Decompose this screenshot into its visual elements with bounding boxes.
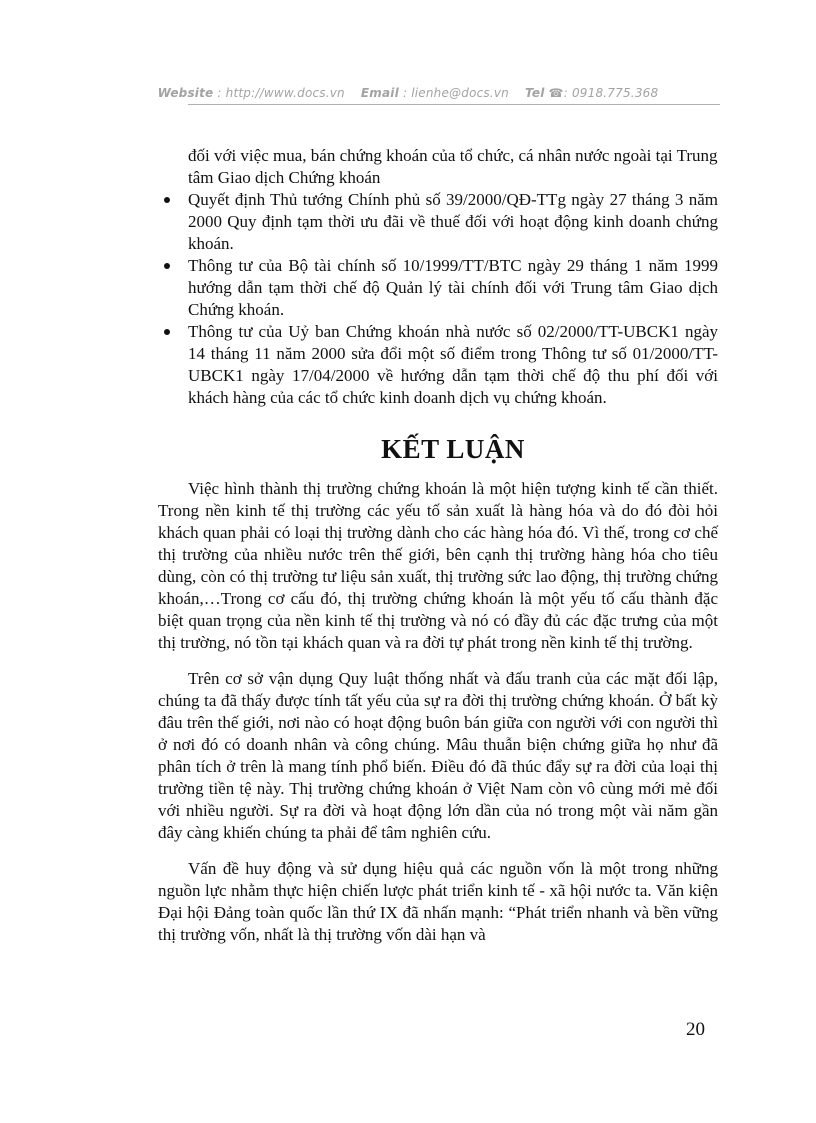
tel-value: ☎: 0918.775.368 [548, 86, 659, 100]
bullet-icon [164, 263, 170, 269]
list-item [188, 321, 718, 409]
bullet-icon [164, 329, 170, 335]
tel-label: Tel [525, 86, 545, 100]
paragraph: Trên cơ sở vận dụng Quy luật thống nhất và đấu tranh của các mặt đối lập, chúng ta đã thấy được tính tất yếu của sự ra đời thị trường chứng khoán. Ở bất kỳ đâu trên thế giới, nơi nào có hoạt động buôn bán giữa con người với con người thì ở nơi đó có doanh nhân và công chúng. Mâu thuẫn biện chứng giữa họ như đã phân tích ở trên là mang tính phổ biến. Điều đó đã thúc đẩy sự ra đời của loại thị trường tiền tệ này. Thị trường chứng khoán ở Việt Nam còn vô cùng mới mẻ đối với nhiều người. Sự ra đời và hoạt động lớn dần của nó trong một vài năm gần đây càng khiến chúng ta phải để tâm nghiên cứu. [158, 669, 718, 842]
list-item-text: Thông tư của Uỷ ban Chứng khoán nhà nước số 02/2000/TT-UBCK1 ngày 14 tháng 11 năm 2000 sửa đổi một số điểm trong Thông tư số 01/2000/TT-UBCK1 ngày 17/04/2000 về hướng dẫn tạm thời chế độ thu phí đối với khách hàng của các tổ chức kinh doanh dịch vụ chứng khoán. [188, 322, 718, 407]
list-item-text: Quyết định Thủ tướng Chính phủ số 39/2000/QĐ-TTg ngày 27 tháng 3 năm 2000 Quy định tạm thời ưu đãi về thuế đối với hoạt động kinh doanh chứng khoán. [188, 190, 718, 253]
document-body [158, 478, 718, 960]
list-item [188, 189, 718, 255]
email-label: Email [360, 86, 399, 100]
document-body-top [188, 145, 718, 409]
page-header [0, 86, 816, 100]
email-value: : lienhe@docs.vn [402, 86, 509, 100]
website-label: Website [157, 86, 214, 100]
continued-text: đối với việc mua, bán chứng khoán của tổ chức, cá nhân nước ngoài tại Trung tâm Giao dịch Chứng khoán [188, 146, 718, 187]
header-rule [188, 104, 720, 105]
bullet-icon [164, 197, 170, 203]
website-value: : http://www.docs.vn [217, 86, 345, 100]
section-title: KẾT LUẬN [381, 434, 525, 464]
list-item-text: Thông tư của Bộ tài chính số 10/1999/TT/BTC ngày 29 tháng 1 năm 1999 hướng dẫn tạm thời chế độ Quản lý tài chính đối với Trung tâm Giao dịch Chứng khoán. [188, 256, 718, 319]
page-number: 20 [686, 1019, 705, 1040]
list-item [188, 255, 718, 321]
bullet-list [188, 189, 718, 409]
paragraph: Việc hình thành thị trường chứng khoán là một hiện tượng kinh tế cần thiết. Trong nền kinh tế thị trường các yếu tố sản xuất là hàng hóa và do đó đòi hỏi khách quan phải có loại thị trường dành cho các hàng hóa đó. Vì thế, trong cơ chế thị trường của nhiều nước trên thế giới, bên cạnh thị trường hàng hóa cho tiêu dùng, còn có thị trường tư liệu sản xuất, thị trường sức lao động, thị trường chứng khoán,…Trong cơ cấu đó, thị trường chứng khoán là một yếu tố cấu thành đặc biệt quan trọng của nền kinh tế thị trường và nó có đầy đủ các đặc trưng của một thị trường, nó tồn tại khách quan và ra đời tự phát trong nền kinh tế thị trường. [158, 479, 718, 652]
paragraph: Vấn đề huy động và sử dụng hiệu quả các nguồn vốn là một trong những nguồn lực nhằm thực hiện chiến lược phát triển kinh tế - xã hội nước ta. Văn kiện Đại hội Đảng toàn quốc lần thứ IX đã nhấn mạnh: “Phát triển nhanh và bền vững thị trường vốn, nhất là thị trường vốn dài hạn và [158, 859, 718, 944]
